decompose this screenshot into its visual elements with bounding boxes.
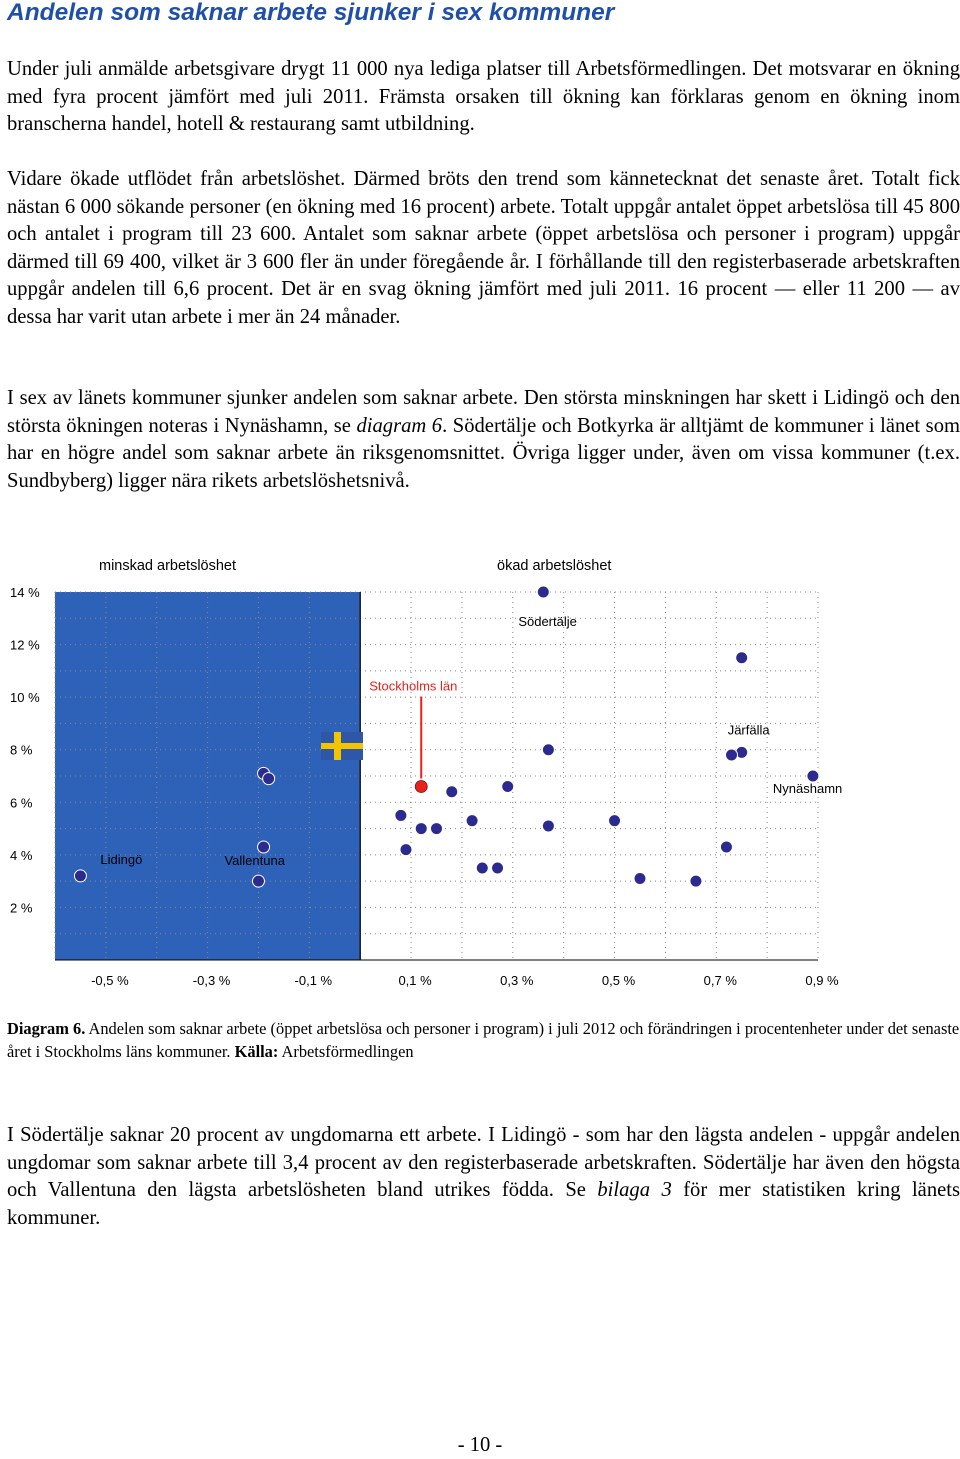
page-number: - 10 - <box>457 1434 503 1456</box>
data-point <box>609 815 621 827</box>
data-point <box>736 652 748 664</box>
data-point <box>502 781 514 793</box>
scatter-chart <box>0 540 960 1000</box>
y-tick-label: 10 % <box>10 690 40 706</box>
x-tick-label: -0,3 % <box>192 973 231 988</box>
x-tick-label: 0,3 % <box>500 973 534 988</box>
paragraph-municipalities-part-a: I sex av länets kommuner sjunker andelen som saknar arbete. Den största minskningen har skett i Lidingö och den största ökningen noteras i Nynäshamn, se <box>7 387 960 437</box>
paragraph-unemployment <box>7 166 960 331</box>
data-point <box>542 820 554 832</box>
y-tick-label: 12 % <box>10 637 40 653</box>
x-tick-labels <box>91 973 839 988</box>
point-label: Södertälje <box>518 614 577 629</box>
county-point <box>415 781 427 793</box>
x-tick-label: -0,5 % <box>91 973 129 988</box>
region-label-right: ökad arbetslöshet <box>497 558 612 574</box>
data-point <box>258 841 270 853</box>
paragraph-municipalities <box>7 385 960 495</box>
paragraph-municipalities-part-b: . Södertälje och Botkyrka är alltjämt de kommuner i länet som har en högre andel som saknar arbete än riksgenomsnittet. Övriga ligger under, även om vissa kommuner (t.ex. Sundbyberg) ligger nära rikets arbetslöshetsnivå. <box>7 414 960 492</box>
x-tick-label: 0,9 % <box>805 973 839 988</box>
paragraph-vacancies <box>7 56 960 139</box>
x-tick-label: 0,7 % <box>703 973 737 988</box>
data-point <box>263 773 275 785</box>
data-point <box>395 809 407 821</box>
data-point <box>431 823 443 835</box>
data-point <box>492 862 504 874</box>
x-tick-label: 0,1 % <box>398 973 432 988</box>
point-label: Järfälla <box>727 722 770 738</box>
y-tick-label: 6 % <box>10 795 33 811</box>
x-tick-label: 0,5 % <box>601 973 636 988</box>
data-point <box>252 875 264 887</box>
data-point <box>466 815 478 827</box>
y-tick-label: 14 % <box>10 585 40 600</box>
caption-source-label: Källa: <box>234 1042 279 1061</box>
paragraph-municipalities-text <box>7 385 960 495</box>
point-label: Nynäshamn <box>772 781 843 796</box>
paragraph-vacancies-text: Under juli anmälde arbetsgivare drygt 11 000 nya lediga platser till Arbetsförmedlingen. Det motsvarar en ökning med fyra procent jämfört med juli 2011. Främsta orsaken till ökning kan förklaras genom en ökning inom branscherna handel, hotell & restaurang samt utbildning. <box>7 58 960 135</box>
x-tick-label: -0,1 % <box>294 973 333 988</box>
data-point <box>726 749 738 761</box>
paragraph-youth-text <box>7 1122 960 1232</box>
y-tick-label: 2 % <box>10 900 33 916</box>
data-point <box>634 873 646 885</box>
paragraph-unemployment-text: Vidare ökade utflödet från arbetslöshet. Därmed bröts den trend som kännetecknat det senaste året. Totalt fick nästan 6 000 sökande personer (en ökning med 16 procent) arbete. Totalt uppgår antalet öppet arbetslösa till 45 800 och antalet i program till 23 600. Antalet som saknar arbete (öppet arbetslösa och personer i program) uppgår därmed till 69 400, vilket är 3 600 fler än under föregående år. I förhållande till den registerbaserade arbetskraften uppgår andelen till 6,6 procent. Det är en svag ökning jämfört med juli 2011. 16 procent — eller 11 200 — av dessa har varit utan arbete i mer än 24 månader. <box>7 168 960 328</box>
point-label: Lidingö <box>100 851 143 867</box>
data-point <box>415 823 427 835</box>
caption-source: Arbetsförmedlingen <box>278 1042 414 1061</box>
y-tick-label: 4 % <box>10 847 33 863</box>
appendix-reference: bilaga 3 <box>597 1179 672 1201</box>
y-tick-label: 8 % <box>10 742 33 758</box>
paragraph-youth-part-a: I Södertälje saknar 20 procent av ungdomarna ett arbete. I Lidingö - som har den lägsta andelen - uppgår andelen ungdomar som saknar arbete till 3,4 procent av den registerbaserade arbetskraften. Södertälje har även den högsta och Vallentuna den lägsta arbetslösheten bland utrikes födda. Se <box>7 1124 960 1201</box>
county-label: Stockholms län <box>369 678 458 694</box>
caption-label: Diagram 6. <box>7 1019 86 1038</box>
data-point <box>537 586 549 598</box>
paragraph-youth <box>7 1122 960 1232</box>
sweden-flag-icon <box>321 732 363 760</box>
region-label-left: minskad arbetslöshet <box>99 558 237 574</box>
data-point <box>400 844 412 856</box>
data-point <box>74 870 86 882</box>
data-point <box>476 862 488 874</box>
diagram-reference: diagram 6 <box>356 414 443 437</box>
data-point <box>720 841 732 853</box>
page-heading: Andelen som saknar arbete sjunker i sex kommuner <box>7 0 615 26</box>
point-label: Vallentuna <box>224 853 285 869</box>
paragraph-youth-part-b: för mer statistiken kring länets kommuner. <box>7 1179 960 1229</box>
data-point <box>446 786 458 798</box>
diagram-caption <box>7 1017 960 1063</box>
y-tick-labels <box>10 585 40 915</box>
data-point <box>542 744 554 756</box>
caption-text: Andelen som saknar arbete (öppet arbetslösa och personer i program) i juli 2012 och förändringen i procentenheter under det senaste året i Stockholms läns kommuner. <box>7 1019 960 1061</box>
data-point <box>690 875 702 887</box>
